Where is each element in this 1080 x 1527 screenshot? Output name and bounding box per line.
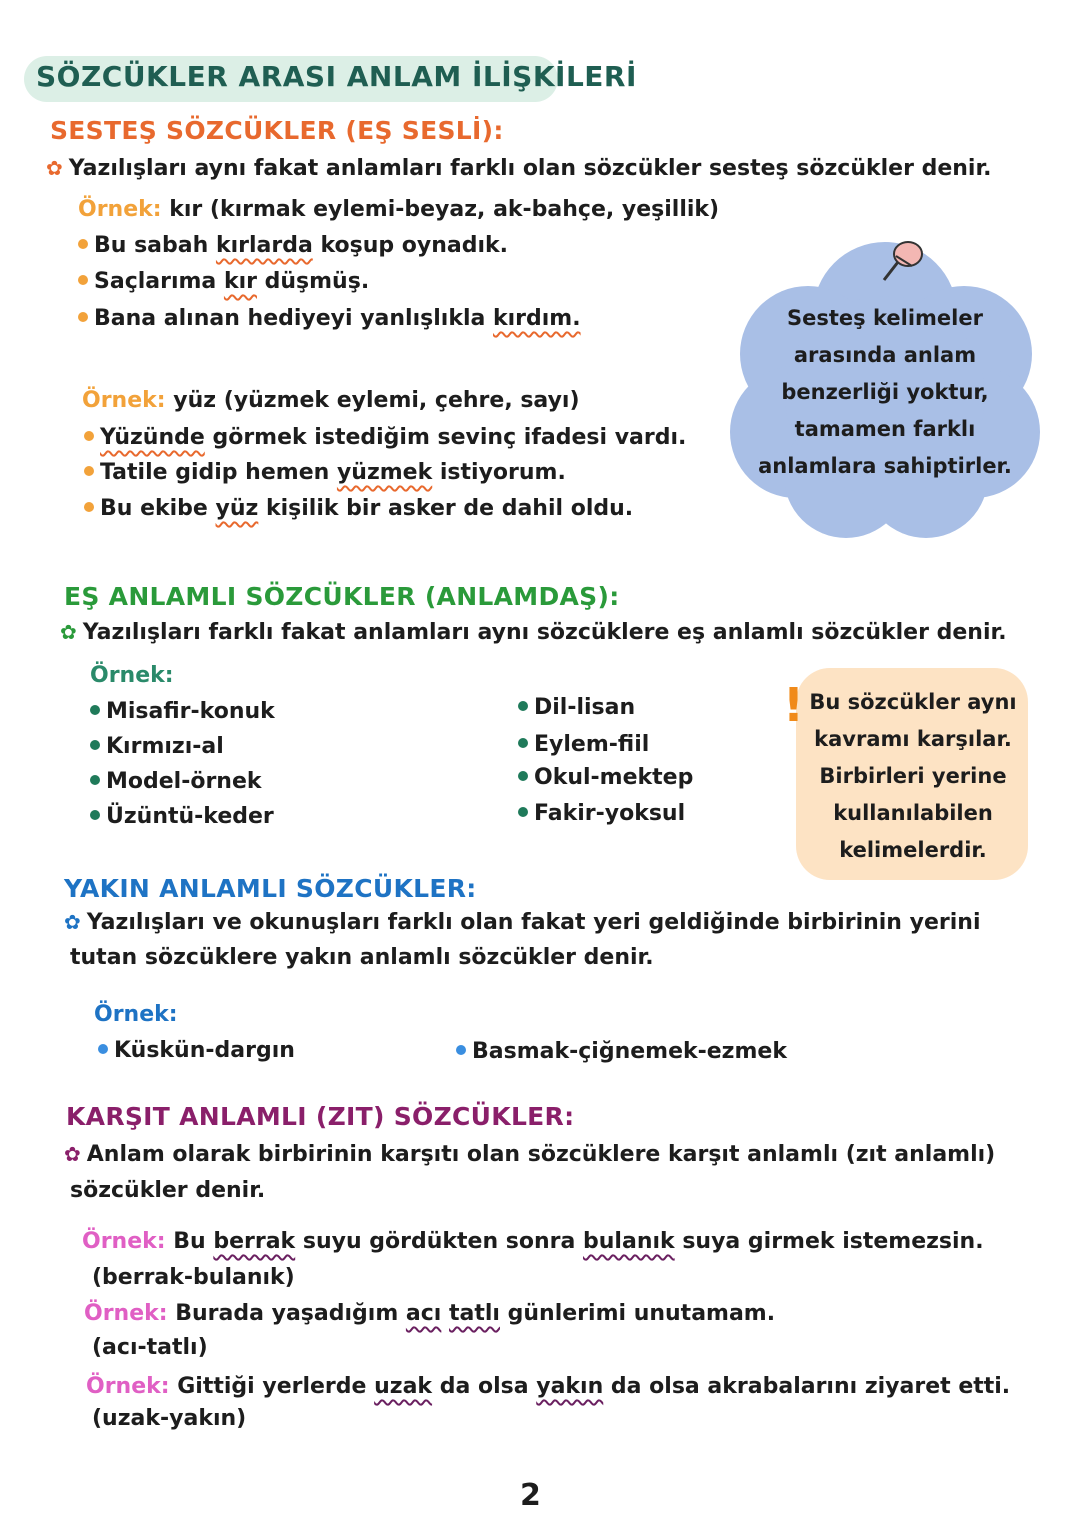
bullet-icon — [84, 431, 94, 441]
karşıt-example-1: Örnek: Bu berrak suyu gördükten sonra bulanık suya girmek istemezsin. — [82, 1229, 984, 1254]
sesteş-example2-intro: Örnek: yüz (yüzmek eylemi, çehre, sayı) — [82, 388, 580, 413]
bullet-icon — [456, 1045, 466, 1055]
eş-anlamlı-definition: ✿ Yazılışları farklı fakat anlamları aynı sözcüklere eş anlamlı sözcükler denir. — [60, 620, 1007, 645]
bullet-icon — [90, 775, 100, 785]
eş-anlamlı-example-label: Örnek: — [90, 663, 174, 688]
cloud-note-text: Sesteş kelimeler arasında anlam benzerliği yoktur, tamamen farklı anlamlara sahiptirler. — [758, 306, 1012, 478]
yakın-anlamlı-definition-2: tutan sözcüklere yakın anlamlı sözcükler denir. — [70, 945, 654, 970]
bullet-icon — [518, 738, 528, 748]
eş-anlamlı-item: Model-örnek — [90, 768, 262, 796]
sesteş-ex1-sentence-3: Bana alınan hediyeyi yanlışlıkla kırdım. — [78, 305, 581, 333]
flower-bullet-icon: ✿ — [64, 1142, 81, 1166]
sesteş-heading: SESTEŞ SÖZCÜKLER (EŞ SESLİ): — [50, 116, 504, 145]
sesteş-ex2-sentence-2: Tatile gidip hemen yüzmek istiyorum. — [84, 459, 566, 487]
karşıt-pair-1: (berrak-bulanık) — [92, 1265, 295, 1290]
karşıt-example-3: Örnek: Gittiği yerlerde uzak da olsa yakın da olsa akrabalarını ziyaret etti. — [86, 1374, 1011, 1399]
sesteş-definition: ✿ Yazılışları aynı fakat anlamları farklı olan sözcükler sesteş sözcükler denir. — [46, 156, 992, 181]
karşıt-anlamlı-definition-2: sözcükler denir. — [70, 1178, 266, 1203]
bullet-icon — [78, 239, 88, 249]
sesteş-ex1-sentence-2: Saçlarıma kır düşmüş. — [78, 268, 369, 296]
page-title: SÖZCÜKLER ARASI ANLAM İLİŞKİLERİ — [36, 60, 637, 93]
bullet-icon — [84, 466, 94, 476]
peach-note-text: Bu sözcükler aynı kavramı karşılar. Birbirleri yerine kullanılabilen kelimelerdir. — [809, 690, 1017, 862]
bullet-icon — [98, 1044, 108, 1054]
yakın-anlamlı-example-label: Örnek: — [94, 1002, 178, 1027]
sesteş-example1-intro: Örnek: kır (kırmak eylemi-beyaz, ak-bahçe, yeşillik) — [78, 197, 720, 222]
yakın-anlamlı-item: Basmak-çiğnemek-ezmek — [456, 1038, 787, 1066]
yakın-anlamlı-heading: YAKIN ANLAMLI SÖZCÜKLER: — [64, 874, 477, 903]
eş-anlamlı-item: Dil-lisan — [518, 694, 635, 722]
eş-anlamlı-item: Misafir-konuk — [90, 698, 275, 726]
bullet-icon — [84, 502, 94, 512]
bullet-icon — [78, 275, 88, 285]
bullet-icon — [90, 705, 100, 715]
example-label: Örnek: — [84, 1301, 168, 1326]
sesteş-ex2-sentence-1: Yüzünde görmek istediğim sevinç ifadesi vardı. — [84, 424, 686, 452]
bullet-icon — [90, 810, 100, 820]
sesteş-ex2-sentence-3: Bu ekibe yüz kişilik bir asker de dahil oldu. — [84, 495, 633, 523]
bullet-icon — [518, 807, 528, 817]
page-number: 2 — [520, 1478, 541, 1513]
karşıt-pair-3: (uzak-yakın) — [92, 1406, 247, 1431]
example-label: Örnek: — [86, 1374, 170, 1399]
exclamation-icon: ! — [783, 678, 804, 732]
eş-anlamlı-item: Fakir-yoksul — [518, 800, 685, 828]
eş-anlamlı-item: Kırmızı-al — [90, 733, 224, 761]
yakın-anlamlı-item: Küskün-dargın — [98, 1037, 295, 1065]
bullet-icon — [518, 771, 528, 781]
sesteş-ex1-sentence-1: Bu sabah kırlarda koşup oynadık. — [78, 232, 508, 260]
eş-anlamlı-item: Eylem-fiil — [518, 731, 649, 759]
karşıt-pair-2: (acı-tatlı) — [92, 1335, 208, 1360]
karşıt-anlamlı-heading: KARŞIT ANLAMLI (ZIT) SÖZCÜKLER: — [66, 1102, 575, 1131]
eş-anlamlı-item: Okul-mektep — [518, 764, 693, 792]
yakın-anlamlı-definition-1: ✿ Yazılışları ve okunuşları farklı olan fakat yeri geldiğinde birbirinin yerini — [64, 910, 981, 935]
example-label: Örnek: — [78, 197, 162, 222]
bullet-icon — [78, 312, 88, 322]
flower-bullet-icon: ✿ — [60, 620, 77, 644]
eş-anlamlı-heading: EŞ ANLAMLI SÖZCÜKLER (ANLAMDAŞ): — [64, 582, 620, 611]
example-label: Örnek: — [82, 388, 166, 413]
flower-bullet-icon: ✿ — [64, 910, 81, 934]
flower-bullet-icon: ✿ — [46, 156, 63, 180]
example-label: Örnek: — [82, 1229, 166, 1254]
bullet-icon — [90, 740, 100, 750]
karşıt-anlamlı-definition-1: ✿ Anlam olarak birbirinin karşıtı olan sözcüklere karşıt anlamlı (zıt anlamlı) — [64, 1142, 996, 1167]
eş-anlamlı-item: Üzüntü-keder — [90, 803, 274, 831]
karşıt-example-2: Örnek: Burada yaşadığım acı tatlı günlerimi unutamam. — [84, 1301, 776, 1326]
pushpin-icon — [872, 236, 932, 286]
bullet-icon — [518, 701, 528, 711]
